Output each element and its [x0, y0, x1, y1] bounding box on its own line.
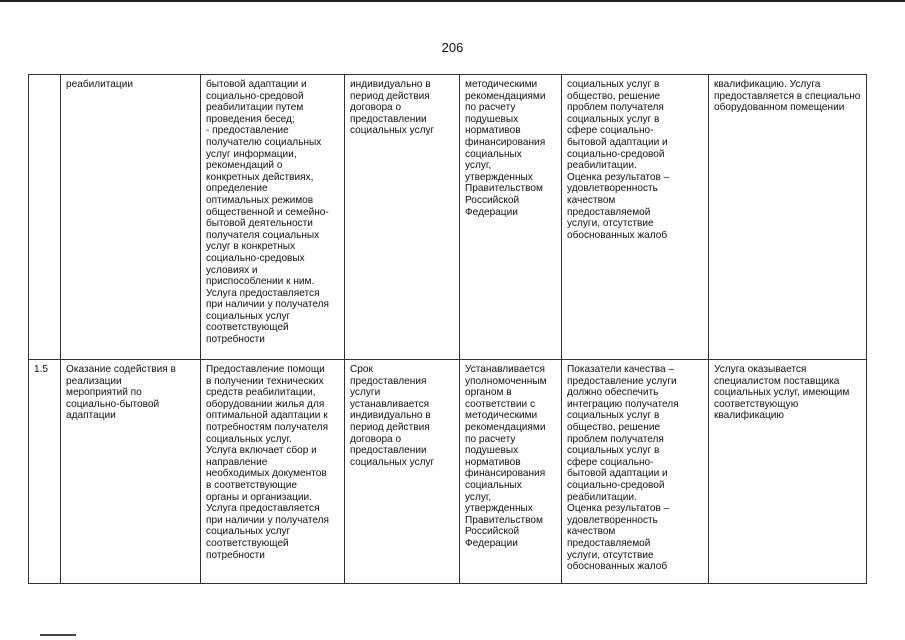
cell-line: получателя социальных — [206, 229, 320, 241]
cell-line: качеством — [567, 194, 616, 206]
cell-line: соответствующую — [714, 398, 799, 410]
cell-line: органы и организации. — [206, 491, 312, 503]
cell-line: специалистом поставщика — [714, 375, 840, 387]
cell-line: Показатели качества – — [567, 364, 674, 375]
cell-line: условиях и — [206, 264, 258, 276]
cell-line: при наличии у получателя — [206, 514, 330, 526]
cell-line: социально-средовой — [567, 479, 665, 491]
cell-line: бытовой адаптации и — [567, 136, 668, 148]
cell-line: социально-бытовой — [66, 398, 160, 410]
cell-line: Устанавливается — [465, 364, 545, 375]
cell-line: социально-средовой — [206, 90, 304, 102]
cell-line: рекомендациями — [465, 90, 546, 102]
cell-line: период действия — [350, 421, 430, 433]
cell-line: социально-средовых — [206, 252, 305, 264]
cell-line: Срок — [350, 364, 373, 375]
cell-line: Оценка результатов – — [567, 171, 670, 183]
cell-line: средств реабилитации, — [206, 387, 316, 399]
cell-line: сфере социально- — [567, 125, 654, 137]
cell-line: удовлетворенность — [567, 514, 658, 526]
cell-service-conditions — [709, 75, 867, 360]
cell-number — [29, 75, 61, 360]
cell-line: социальных услуг — [350, 125, 435, 137]
cell-line: получателю социальных — [206, 136, 322, 148]
cell-line: оборудованном помещении — [714, 102, 845, 114]
cell-line: сфере социально- — [567, 456, 654, 468]
cell-line: реабилитации. — [567, 491, 637, 503]
cell-line: индивидуально в — [350, 410, 431, 422]
cell-line: Оказание содействия в — [66, 364, 176, 375]
cell-line: бытовой деятельности — [206, 218, 313, 230]
cell-service-rate — [460, 75, 562, 360]
cell-number: 1.5 — [29, 360, 61, 584]
cell-line: общество, решение — [567, 421, 661, 433]
cell-line: методическими — [465, 79, 538, 90]
cell-line: мероприятий по — [66, 387, 142, 399]
cell-line: финансирования — [465, 468, 546, 480]
cell-line: по расчету — [465, 433, 516, 445]
cell-line: услуг, — [465, 160, 492, 172]
cell-line: оптимальных режимов — [206, 194, 314, 206]
cell-line: договора о — [350, 433, 402, 445]
cell-line: социальных услуг, имеющим — [714, 387, 850, 399]
page-number: 206 — [441, 40, 464, 55]
cell-line: Услуга предоставляется — [206, 503, 320, 515]
cell-line: услуги, отсутствие — [567, 549, 654, 561]
cell-line: Услуга оказывается — [714, 364, 807, 375]
top-rule — [0, 0, 905, 2]
cell-line: методическими — [465, 410, 538, 422]
cell-line: уполномоченным — [465, 375, 547, 387]
cell-line: социальных — [465, 148, 522, 160]
cell-line: Федерации — [465, 537, 518, 549]
cell-line: приспособлении к ним. — [206, 276, 315, 288]
cell-line: проблем получателя — [567, 433, 664, 445]
cell-line: потребностям получателя — [206, 421, 329, 433]
bottom-mark — [40, 634, 76, 636]
cell-line: рекомендаций о — [206, 160, 283, 172]
cell-line: услуг информации, — [206, 148, 297, 160]
cell-line: Российской — [465, 526, 520, 538]
cell-line: должно обеспечить — [567, 387, 659, 399]
cell-line: соответствующей — [206, 322, 289, 334]
cell-line: органом в — [465, 387, 512, 399]
cell-line: договора о — [350, 102, 402, 114]
cell-line: индивидуально в — [350, 79, 431, 90]
cell-line: услуги, отсутствие — [567, 218, 654, 230]
cell-line: социальных услуг — [350, 456, 435, 468]
cell-service-name — [61, 360, 201, 584]
cell-line: предоставлении — [350, 113, 427, 125]
cell-line: социально-средовой — [567, 148, 665, 160]
cell-line: нормативов — [465, 456, 521, 468]
cell-line: Услуга включает сбор и — [206, 445, 317, 457]
cell-line: обоснованных жалоб — [567, 561, 668, 573]
cell-service-term — [345, 75, 460, 360]
cell-line: нормативов — [465, 125, 521, 137]
cell-line: социальных — [465, 479, 522, 491]
cell-line: по расчету — [465, 102, 516, 114]
cell-line: в получении технических — [206, 375, 324, 387]
cell-line: необходимых документов — [206, 468, 327, 480]
cell-line: социальных услуг — [206, 310, 291, 322]
cell-service-name: реабилитации — [61, 75, 201, 360]
cell-service-rate — [460, 360, 562, 584]
cell-service-content — [201, 75, 345, 360]
cell-line: Оценка результатов – — [567, 503, 670, 515]
cell-line: предоставление услуги — [567, 375, 677, 387]
cell-line: предоставляется в специально — [714, 90, 861, 102]
cell-line: утвержденных — [465, 171, 533, 183]
cell-line: социальных услуг. — [206, 433, 292, 445]
cell-line: оптимальной адаптации к — [206, 410, 328, 422]
cell-line: квалификацию — [714, 410, 784, 422]
cell-line: подушевых — [465, 445, 519, 457]
cell-line: социальных услуг в — [567, 79, 660, 90]
cell-line: потребности — [206, 549, 265, 561]
cell-line: конкретных действиях, — [206, 171, 314, 183]
cell-line: предоставляемой — [567, 206, 651, 218]
cell-line: реабилитации. — [567, 160, 637, 172]
cell-line: период действия — [350, 90, 430, 102]
cell-line: предоставляемой — [567, 537, 651, 549]
cell-line: определение — [206, 183, 268, 195]
cell-quality-indicators — [562, 360, 709, 584]
cell-line: Услуга предоставляется — [206, 287, 320, 299]
cell-line: соответствии с — [465, 398, 535, 410]
cell-line: бытовой адаптации и — [567, 468, 668, 480]
cell-line: реабилитации путем — [206, 102, 304, 114]
cell-line: подушевых — [465, 113, 519, 125]
cell-line: общество, решение — [567, 90, 661, 102]
cell-line: интеграцию получателя — [567, 398, 679, 410]
cell-line: - предоставление — [206, 125, 289, 137]
cell-line: бытовой адаптации и — [206, 79, 307, 90]
cell-line: услуг в конкретных — [206, 241, 296, 253]
cell-line: социальных услуг в — [567, 445, 660, 457]
cell-line: финансирования — [465, 136, 546, 148]
cell-line: услуг, — [465, 491, 492, 503]
cell-line: социальных услуг в — [567, 113, 660, 125]
cell-line: Правительством — [465, 183, 543, 195]
cell-service-term — [345, 360, 460, 584]
cell-line: оборудовании жилья для — [206, 398, 325, 410]
cell-line: общественной и семейно- — [206, 206, 329, 218]
cell-line: социальных услуг в — [567, 410, 660, 422]
cell-line: обоснованных жалоб — [567, 229, 668, 241]
table-row — [29, 360, 867, 584]
cell-line: социальных услуг — [206, 526, 291, 538]
cell-service-conditions — [709, 360, 867, 584]
cell-line: Предоставление помощи — [206, 364, 325, 375]
cell-service-content — [201, 360, 345, 584]
services-table — [28, 74, 867, 584]
cell-line: реализации — [66, 375, 122, 387]
cell-line: рекомендациями — [465, 421, 546, 433]
cell-line: потребности — [206, 334, 265, 346]
cell-line: в соответствующие — [206, 479, 297, 491]
cell-line: Правительством — [465, 514, 543, 526]
cell-line: утвержденных — [465, 503, 533, 515]
cell-line: адаптации — [66, 410, 116, 422]
cell-line: устанавливается — [350, 398, 430, 410]
cell-line: проведения бесед; — [206, 113, 295, 125]
cell-line: услуги — [350, 387, 381, 399]
cell-line: квалификацию. Услуга — [714, 79, 821, 90]
cell-line: Федерации — [465, 206, 518, 218]
table-row — [29, 75, 867, 360]
cell-line: проблем получателя — [567, 102, 664, 114]
cell-line: Российской — [465, 194, 520, 206]
cell-line: при наличии у получателя — [206, 299, 330, 311]
cell-line: предоставления — [350, 375, 427, 387]
cell-line: качеством — [567, 526, 616, 538]
cell-line: предоставлении — [350, 445, 427, 457]
cell-quality-indicators — [562, 75, 709, 360]
cell-line: соответствующей — [206, 537, 289, 549]
cell-line: удовлетворенность — [567, 183, 658, 195]
cell-line: направление — [206, 456, 268, 468]
